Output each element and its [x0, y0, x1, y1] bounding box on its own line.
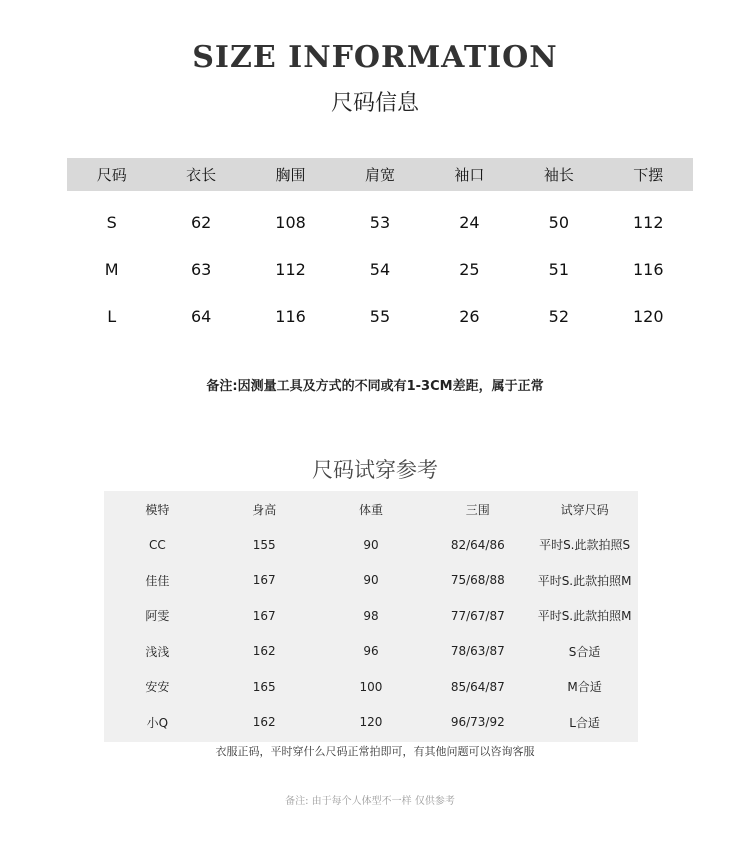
table-cell: 平时S.此款拍照M [537, 573, 632, 588]
header-cell: 模特 [145, 502, 170, 517]
individual-note: 备注: 由于每个人体型不一样 仅供参考 [285, 796, 455, 807]
table-row [104, 563, 638, 599]
measurement-note: 备注:因测量工具及方式的不同或有1-3CM差距，属于正常 [206, 379, 544, 394]
table-row [104, 669, 638, 705]
table-cell: 64 [190, 307, 212, 326]
table-cell: 阿雯 [145, 609, 170, 624]
page-title-cn: 尺码信息 [330, 91, 419, 116]
table-cell: 112 [275, 260, 306, 279]
fit-note: 衣服正码，平时穿什么尺码正常拍即可，有其他问题可以咨询客服 [215, 745, 535, 758]
table-cell: M合适 [567, 680, 602, 695]
header-cell: 袖长 [514, 158, 603, 191]
table-cell: 165 [252, 679, 276, 694]
header-cell: 体重 [358, 502, 383, 517]
table-cell: 82/64/86 [450, 537, 505, 552]
table-cell: 108 [275, 213, 306, 232]
header-cell: 胸围 [246, 158, 335, 191]
header-cell: 下摆 [604, 158, 693, 191]
table-row [104, 705, 638, 741]
table-cell: 167 [252, 608, 276, 623]
table-cell: 75/68/88 [450, 573, 505, 588]
table-row [67, 246, 693, 293]
table-cell: 小Q [146, 715, 169, 730]
fit-section-title: 尺码试穿参考 [312, 458, 438, 482]
table-cell: 155 [252, 537, 276, 552]
table-cell: 98 [363, 608, 379, 623]
fit-reference-table [104, 491, 638, 740]
table-cell: L [107, 307, 117, 326]
table-cell: CC [149, 537, 166, 552]
table-cell: 116 [632, 260, 664, 279]
table-cell: S合适 [568, 644, 601, 659]
header-cell: 尺码 [67, 158, 156, 191]
table-cell: M [104, 260, 119, 279]
table-cell: 112 [632, 213, 664, 232]
table-cell: 100 [359, 679, 383, 694]
table-cell: 53 [369, 213, 391, 232]
table-cell: 平时S.此款拍照S [539, 538, 631, 553]
table-cell: 佳佳 [145, 573, 170, 588]
fit-reference-panel [104, 491, 638, 742]
page-title-en: SIZE INFORMATION [192, 40, 558, 75]
table-cell: 77/67/87 [450, 608, 505, 623]
table-cell: 96/73/92 [450, 715, 505, 730]
table-cell: 24 [459, 213, 480, 232]
header-cell: 肩宽 [335, 158, 424, 191]
table-cell: 167 [252, 573, 276, 588]
table-cell: 162 [252, 644, 276, 659]
table-cell: S [106, 213, 117, 232]
table-cell: 78/63/87 [450, 644, 505, 659]
table-cell: 90 [363, 537, 379, 552]
table-cell: 52 [548, 307, 569, 326]
table-cell: 25 [459, 260, 480, 279]
table-row [67, 293, 693, 340]
table-cell: 54 [369, 260, 391, 279]
table-cell: 浅浅 [145, 644, 170, 659]
table-cell: 162 [252, 715, 276, 730]
table-cell: 120 [632, 307, 664, 326]
table-cell: 平时S.此款拍照M [537, 609, 632, 624]
table-cell: 116 [275, 307, 306, 326]
table-cell: 50 [548, 213, 569, 232]
table-row [104, 598, 638, 634]
table-cell: 51 [548, 260, 569, 279]
size-chart-table [67, 158, 693, 340]
table-cell: 85/64/87 [450, 679, 505, 694]
header-cell: 试穿尺码 [560, 502, 609, 517]
table-cell: 55 [369, 307, 391, 326]
table-cell: 62 [190, 213, 212, 232]
table-row [104, 527, 638, 563]
table-cell: 26 [459, 307, 480, 326]
table-cell: L合适 [569, 715, 600, 730]
header-cell: 袖口 [425, 158, 514, 191]
table-cell: 90 [363, 573, 379, 588]
fit-header-row [104, 491, 638, 527]
header-cell: 衣长 [156, 158, 245, 191]
header-cell: 三围 [465, 502, 490, 517]
table-cell: 安安 [145, 680, 170, 695]
table-cell: 120 [359, 715, 383, 730]
table-row [104, 634, 638, 670]
table-cell: 96 [363, 644, 379, 659]
table-cell: 63 [190, 260, 212, 279]
size-chart-header-row [67, 158, 693, 191]
table-row [67, 191, 693, 246]
header-cell: 身高 [252, 502, 277, 517]
